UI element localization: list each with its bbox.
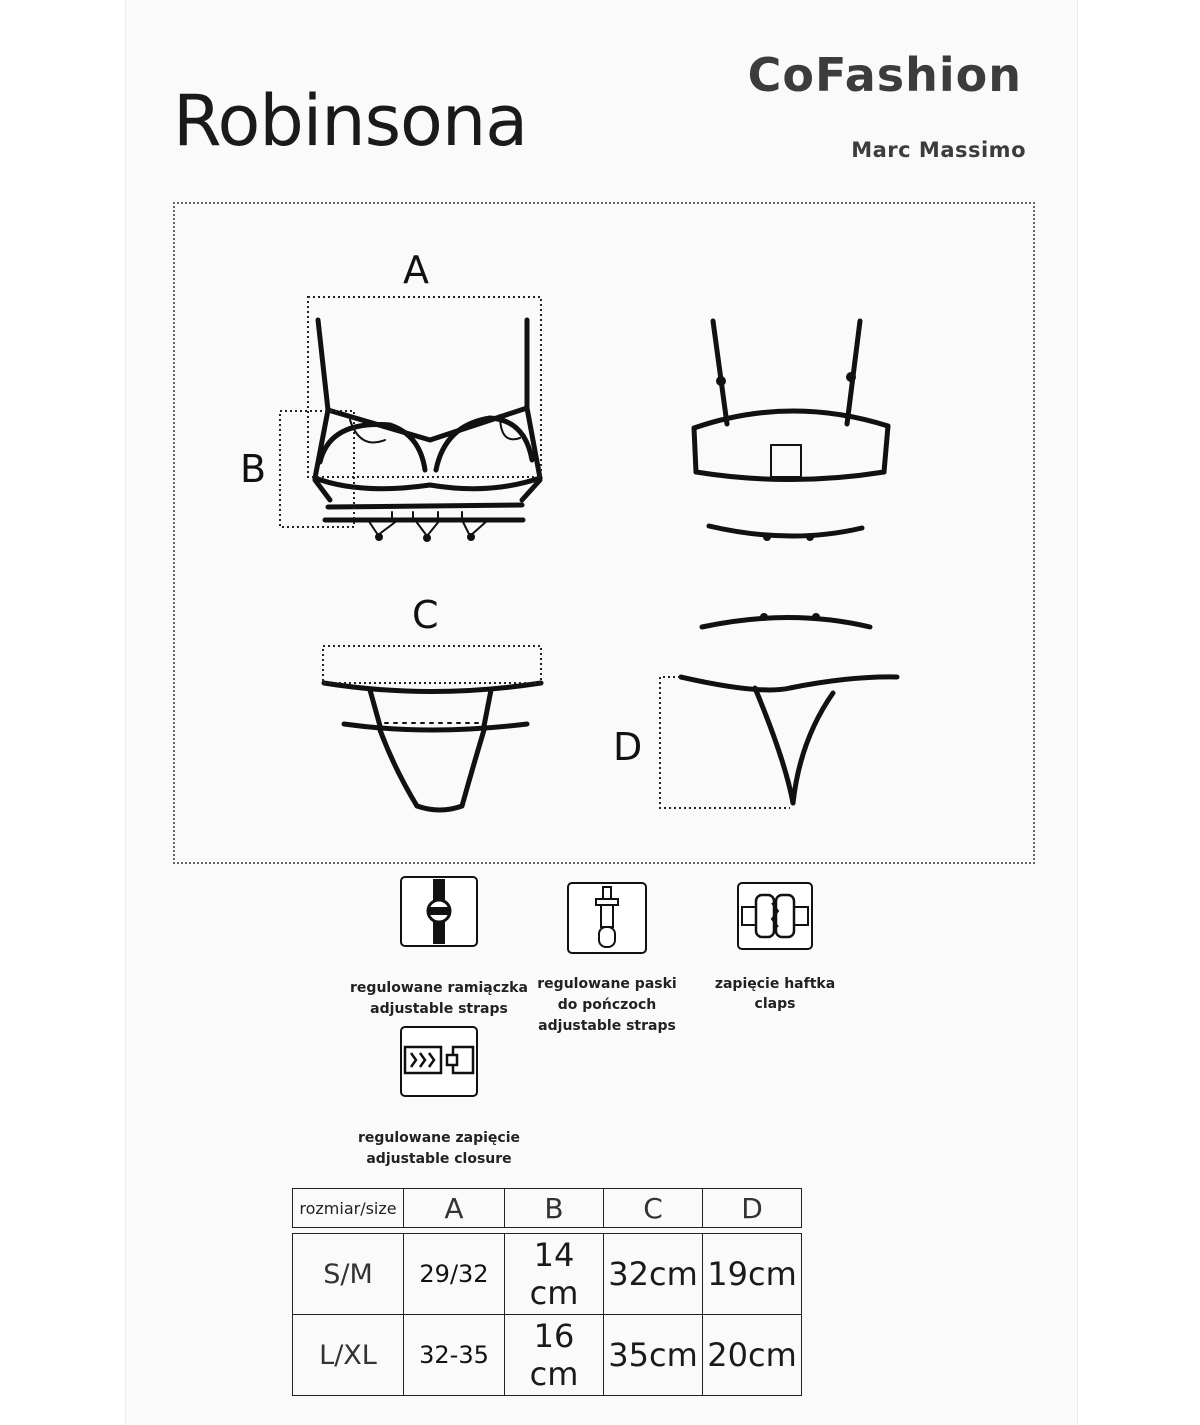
sub-brand: Marc Massimo bbox=[851, 138, 1026, 162]
feature-line: zapięcie haftka bbox=[714, 976, 836, 992]
table-row bbox=[293, 1315, 802, 1396]
feature-hook-clasp bbox=[695, 881, 855, 1014]
value-cell: 19cm bbox=[703, 1234, 802, 1315]
label-a: A bbox=[403, 248, 429, 292]
column-header: B bbox=[505, 1189, 604, 1228]
feature-line: do pończoch bbox=[557, 997, 657, 1013]
brand-logo: CoFashion bbox=[747, 48, 1022, 102]
value-cell: 35cm bbox=[604, 1315, 703, 1396]
column-header: C bbox=[604, 1189, 703, 1228]
feature-line: regulowane ramiączka bbox=[350, 980, 528, 996]
feature-line: adjustable closure bbox=[366, 1151, 512, 1167]
column-header: D bbox=[703, 1189, 802, 1228]
size-cell: L/XL bbox=[293, 1315, 404, 1396]
size-cell: S/M bbox=[293, 1234, 404, 1315]
adjustable-strap-icon bbox=[399, 875, 479, 949]
hook-clasp-icon bbox=[736, 881, 814, 951]
feature-line: adjustable straps bbox=[538, 1018, 676, 1034]
feature-line: adjustable straps bbox=[370, 1001, 508, 1017]
measure-a-box bbox=[308, 297, 541, 477]
column-header: A bbox=[404, 1189, 505, 1228]
measure-c-box bbox=[323, 646, 541, 683]
size-header-label: rozmiar/size bbox=[293, 1189, 404, 1228]
label-c: C bbox=[412, 593, 439, 637]
value-cell: 32cm bbox=[604, 1234, 703, 1315]
stocking-strap-icon bbox=[566, 881, 648, 955]
bra-front-drawing bbox=[315, 320, 540, 536]
feature-line: regulowane zapięcie bbox=[357, 1130, 521, 1146]
thong-front-drawing bbox=[324, 683, 541, 810]
feature-line: regulowane paski bbox=[537, 976, 677, 992]
size-table-header bbox=[293, 1189, 802, 1228]
measure-d-box bbox=[660, 677, 790, 808]
adjustable-closure-icon bbox=[399, 1025, 479, 1099]
value-cell: 14 cm bbox=[505, 1234, 604, 1315]
label-b: B bbox=[240, 447, 267, 491]
value-cell: 20cm bbox=[703, 1315, 802, 1396]
feature-stocking-straps bbox=[512, 881, 702, 1037]
bra-back-drawing bbox=[681, 321, 897, 803]
size-table bbox=[292, 1188, 802, 1396]
table-row bbox=[293, 1234, 802, 1315]
value-cell: 32-35 bbox=[404, 1315, 505, 1396]
value-cell: 16 cm bbox=[505, 1315, 604, 1396]
feature-adjustable-straps bbox=[344, 875, 534, 1020]
product-title: Robinsona bbox=[173, 80, 528, 162]
feature-adjustable-closure bbox=[344, 1025, 534, 1170]
value-cell: 29/32 bbox=[404, 1234, 505, 1315]
feature-line: claps bbox=[754, 996, 796, 1012]
label-d: D bbox=[613, 725, 643, 769]
